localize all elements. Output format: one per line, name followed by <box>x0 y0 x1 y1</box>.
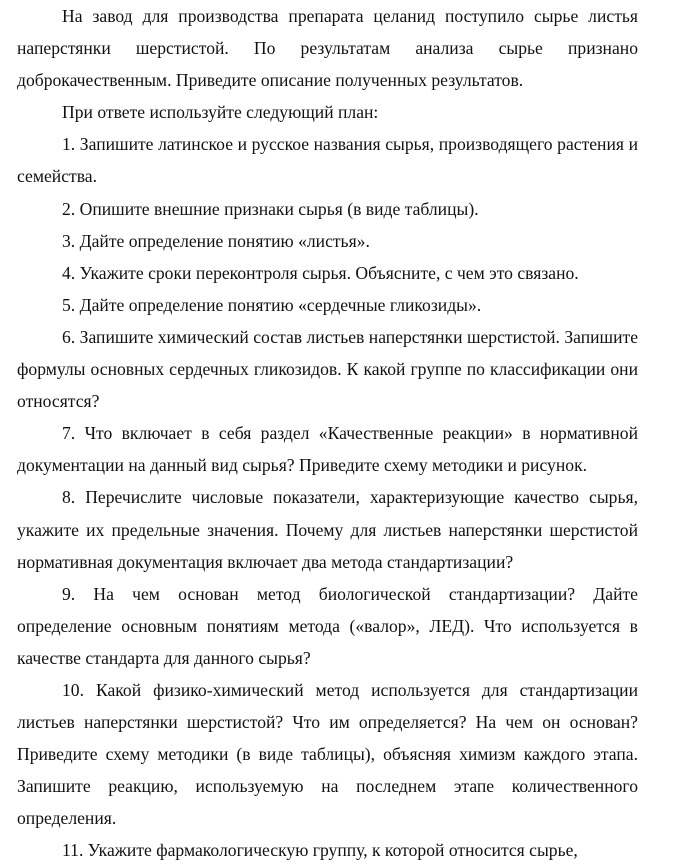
task-item-11 <box>17 834 638 866</box>
task-item-8 <box>17 481 638 577</box>
task-number: 9. <box>62 583 76 604</box>
task-item-6 <box>17 321 638 417</box>
task-text: Какой физико-химический метод используется для стандартизации листьев наперстянки шерстистой? Что им определяется? На чем он основан? Приведите схему методики (в виде таблицы), объясняя химизм каждого этапа. Запишите реакцию, используемую на последнем этапе количественного определения. <box>17 679 638 829</box>
task-item-1 <box>17 128 638 192</box>
task-text: Укажите фармакологическую группу, к которой относится сырье, <box>87 840 578 861</box>
task-number: 6. <box>62 326 76 347</box>
task-text: Дайте определение понятию «листья». <box>79 230 370 251</box>
task-number: 10. <box>62 679 84 700</box>
task-number: 4. <box>62 262 76 283</box>
task-item-4 <box>17 257 638 289</box>
task-item-7 <box>17 417 638 481</box>
task-number: 2. <box>62 198 76 219</box>
intro-paragraph: На завод для производства препарата целанид поступило сырье листья наперстянки шерстистой. По результатам анализа сырье признано доброкачественным. Приведите описание полученных результатов. <box>17 6 638 91</box>
task-number: 1. <box>62 134 76 155</box>
task-text: Запишите химический состав листьев наперстянки шерстистой. Запишите формулы основных сердечных гликозидов. К какой группе по классификации они относятся? <box>17 326 638 412</box>
task-number: 11. <box>62 840 84 861</box>
task-item-5 <box>17 289 638 321</box>
task-item-2 <box>17 193 638 225</box>
task-text: Укажите сроки переконтроля сырья. Объясните, с чем это связано. <box>79 262 579 283</box>
task-number: 3. <box>62 230 76 251</box>
task-item-10 <box>17 674 638 834</box>
task-text: Перечислите числовые показатели, характеризующие качество сырья, укажите их предельные значения. Почему для листьев наперстянки шерстистой нормативная документация включает два метода стандартизации? <box>17 487 638 572</box>
task-item-3 <box>17 225 638 257</box>
task-number: 5. <box>62 294 76 315</box>
task-text: На чем основан метод биологической стандартизации? Дайте определение основным понятиям метода («валор», ЛЕД). Что используется в качестве стандарта для данного сырья? <box>17 583 638 668</box>
document-page <box>17 0 638 867</box>
plan-heading: При ответе используйте следующий план: <box>62 102 379 123</box>
task-list <box>17 128 638 866</box>
task-text: Что включает в себя раздел «Качественные реакции» в нормативной документации на данный вид сырья? Приведите схему методики и рисунок. <box>17 423 638 476</box>
task-text: Запишите латинское и русское названия сырья, производящего растения и семейства. <box>17 134 638 187</box>
task-text: Опишите внешние признаки сырья (в виде таблицы). <box>79 198 479 219</box>
task-number: 8. <box>62 487 76 508</box>
task-item-9 <box>17 578 638 674</box>
task-text: Дайте определение понятию «сердечные гликозиды». <box>79 294 482 315</box>
task-number: 7. <box>62 423 76 444</box>
